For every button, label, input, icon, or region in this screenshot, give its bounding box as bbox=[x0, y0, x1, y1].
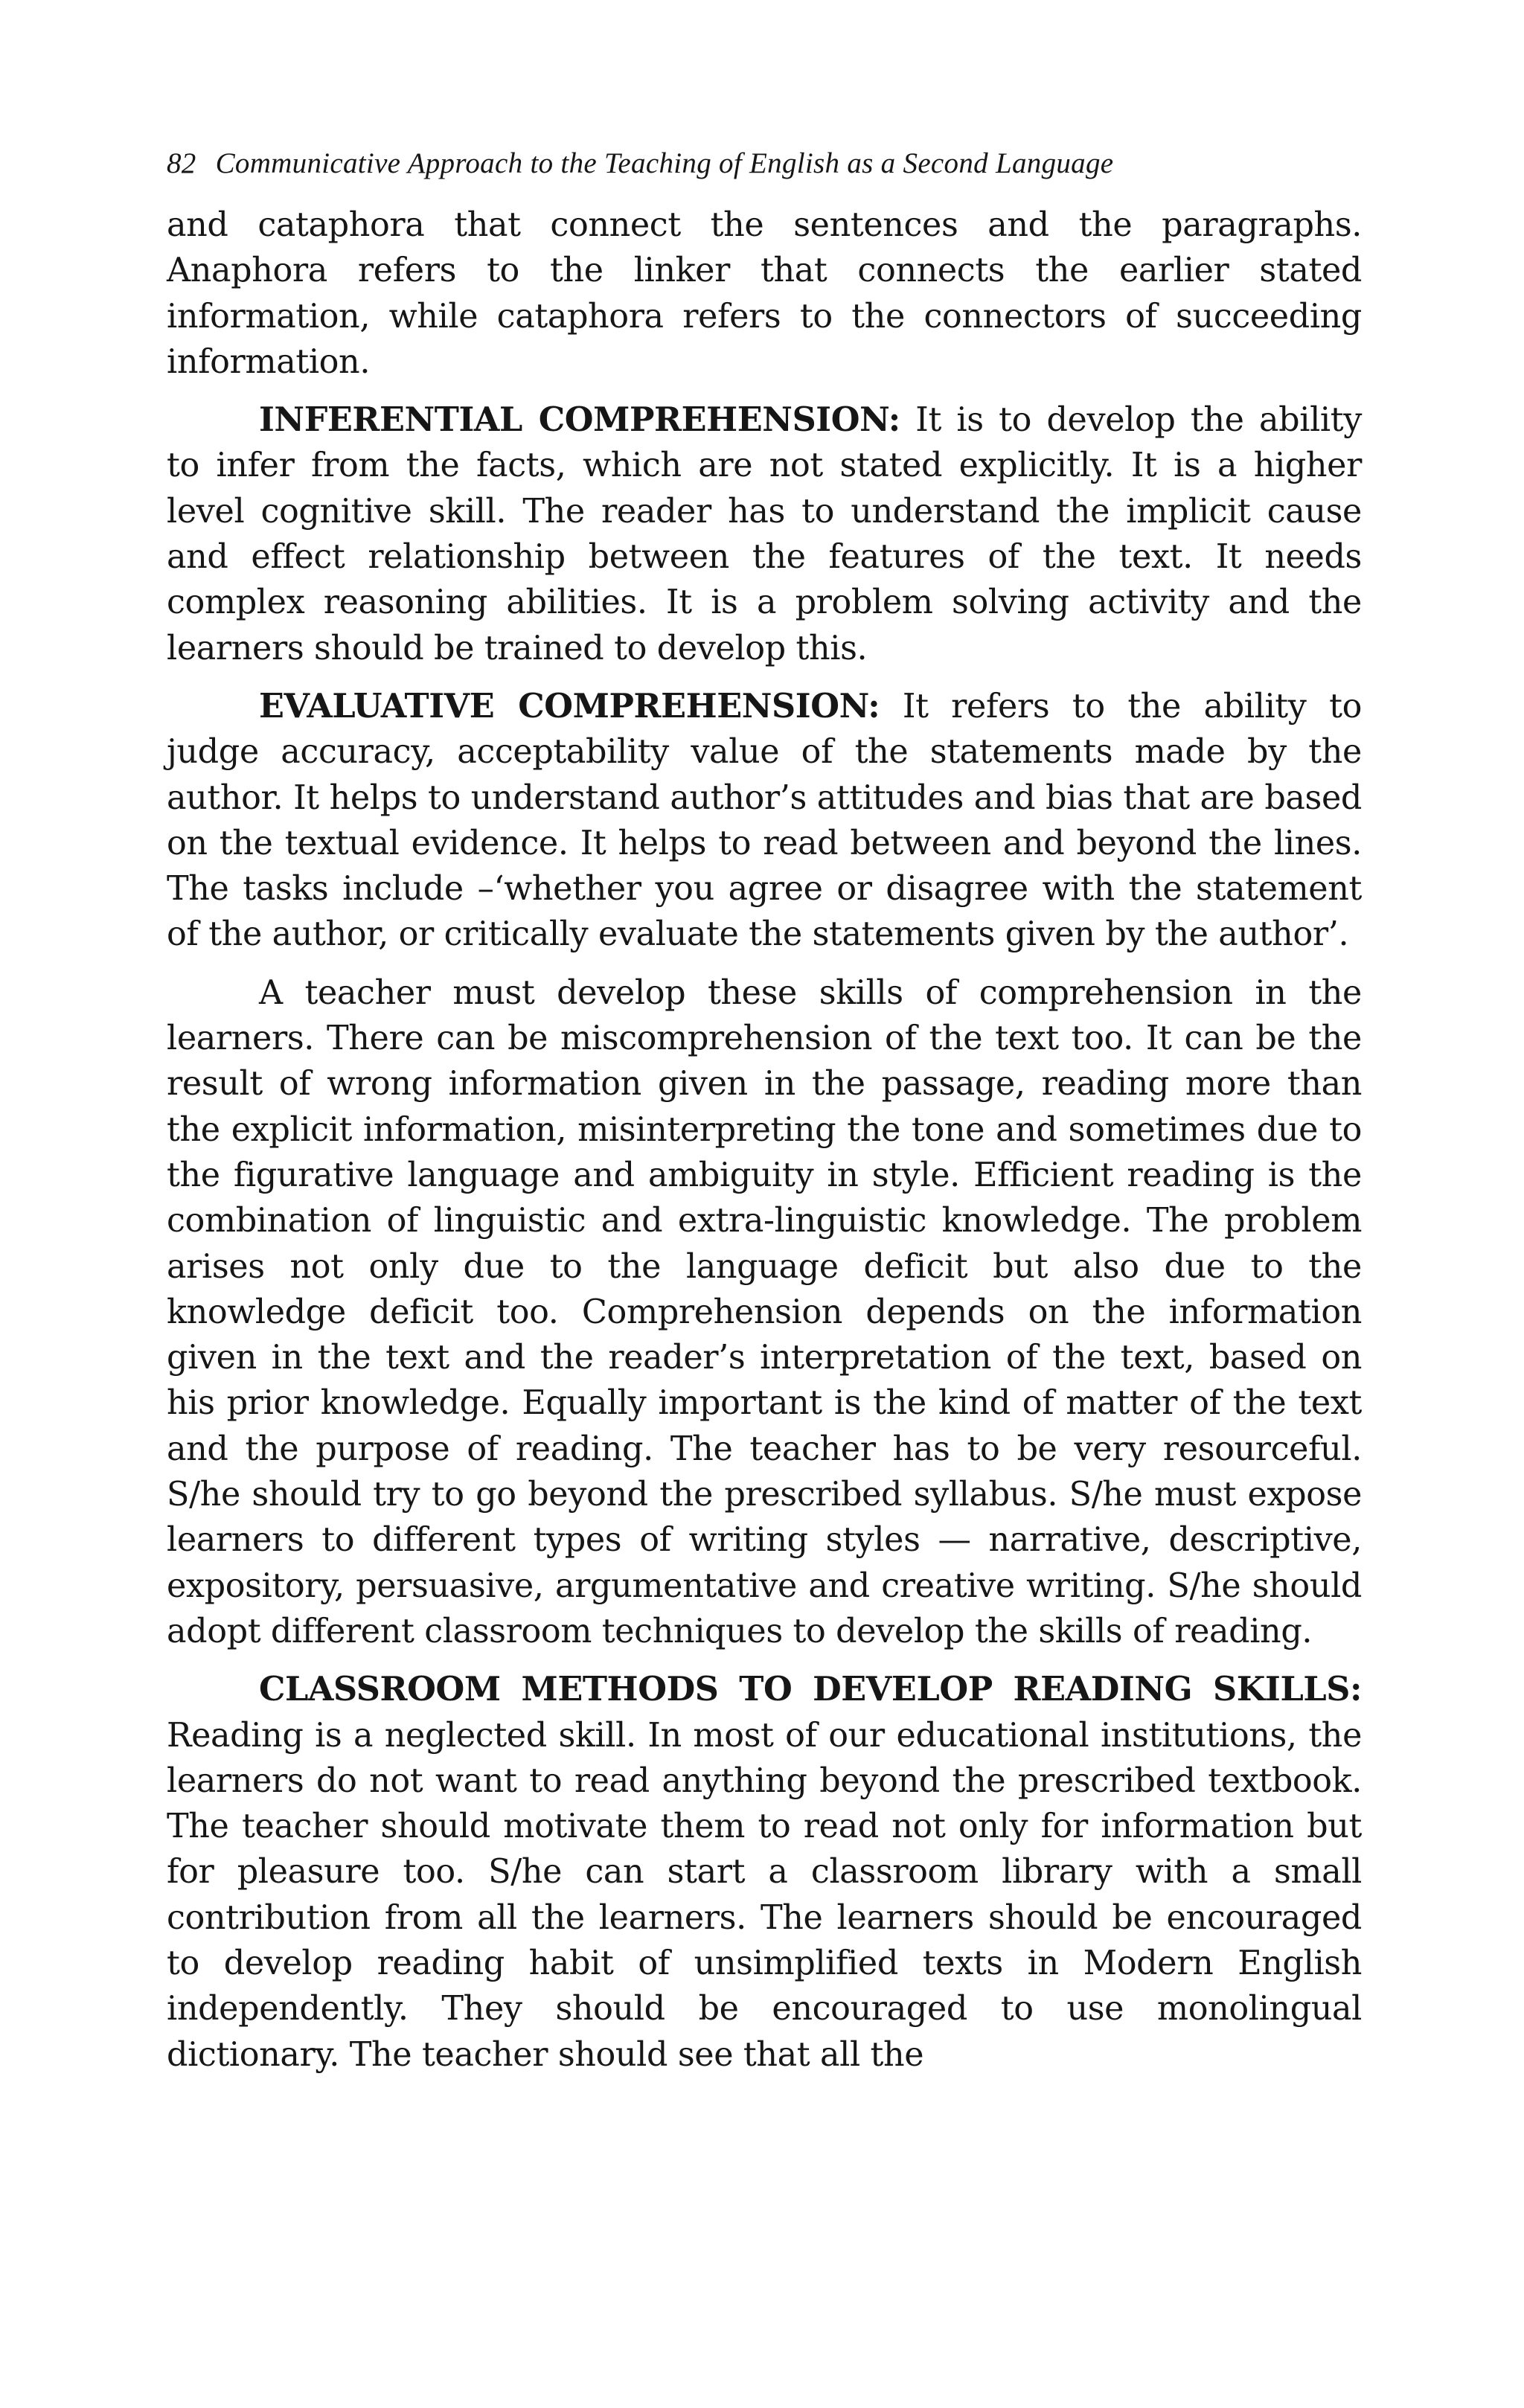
paragraph-text: Reading is a neglected skill. In most of our educational institutions, the learners do not want to read anything beyond the prescribed textbook. The teacher should motivate them to read not only for information but for pleasure too. S/he can start a classroom library with a small contribution from all the learners. The learners should be encouraged to develop reading habit of unsimplified texts in Modern English independently. They should be encouraged to use monolingual dictionary. The teacher should see that all the bbox=[167, 1716, 1362, 2074]
paragraph-text: It is to develop the ability to infer from the facts, which are not stated explicitly. It is a higher level cognitive skill. The reader has to understand the implicit cause and effect relationship between the features of the text. It needs complex reasoning abilities. It is a problem solving activity and the learners should be trained to develop this. bbox=[167, 401, 1362, 667]
section-heading-inferential: INFERENTIAL COMPREHENSION: bbox=[259, 400, 900, 440]
running-title: Communicative Approach to the Teaching of English as a Second Language bbox=[215, 147, 1114, 179]
section-heading-evaluative: EVALUATIVE COMPREHENSION: bbox=[259, 686, 880, 726]
paragraph-evaluative-comprehension bbox=[167, 684, 1362, 958]
paragraph-text: A teacher must develop these skills of comprehension in the learners. There can be miscomprehension of the text too. It can be the result of wrong information given in the passage, reading more than the explicit information, misinterpreting the tone and sometimes due to the figurative language and ambiguity in style. Efficient reading is the combination of linguistic and extra-linguistic knowledge. The problem arises not only due to the language deficit but also due to the knowledge deficit too. Comprehension depends on the information given in the text and the reader’s interpretation of the text, based on his prior knowledge. Equally important is the kind of matter of the text and the purpose of reading. The teacher has to be very resourceful. S/he should try to go beyond the prescribed syllabus. S/he must expose learners to different types of writing styles — narrative, descriptive, expository, persuasive, argumentative and creative writing. S/he should adopt different classroom techniques to develop the skills of reading. bbox=[167, 973, 1362, 1650]
paragraph-text: and cataphora that connect the sentences and the paragraphs. Anaphora refers to the linker that connects the earlier stated information, while cataphora refers to the connectors of succeeding information. bbox=[167, 206, 1362, 381]
paragraph-anaphora-cataphora bbox=[167, 202, 1362, 385]
paragraph-inferential-comprehension bbox=[167, 397, 1362, 671]
book-page bbox=[167, 141, 1362, 2090]
paragraph-teacher-skills bbox=[167, 970, 1362, 1654]
running-header bbox=[167, 141, 1362, 186]
page-number: 82 bbox=[167, 147, 196, 179]
paragraph-classroom-methods bbox=[167, 1667, 1362, 2078]
paragraph-text: It refers to the ability to judge accuracy, acceptability value of the statements made by the author. It helps to understand author’s attitudes and bias that are based on the textual evidence. It helps to read between and beyond the lines. The tasks include –‘whether you agree or disagree with the statement of the author, or critically evaluate the statements given by the author’. bbox=[167, 687, 1362, 954]
section-heading-classroom-methods: CLASSROOM METHODS TO DEVELOP READING SKILLS: bbox=[259, 1670, 1362, 1709]
body-text bbox=[167, 202, 1362, 2078]
